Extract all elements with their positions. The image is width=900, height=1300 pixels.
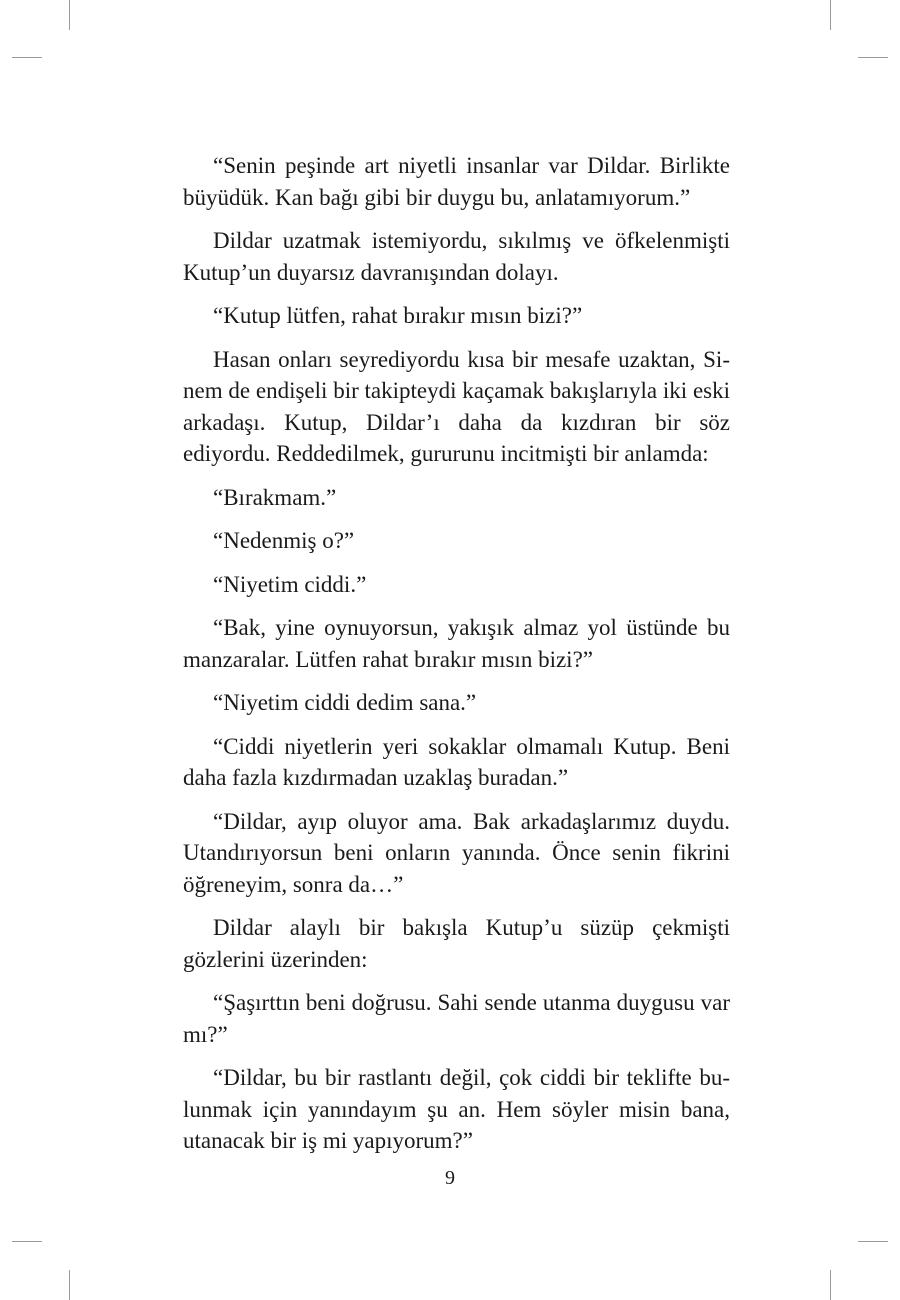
paragraph: “Şaşırttın beni doğrusu. Sahi sende utanma duygusu var mı?” <box>183 990 730 1047</box>
paragraph: Dildar uzatmak istemiyordu, sıkılmış ve öfkelenmişti Kutup’un duyarsız davranışından dolayı. <box>183 228 730 285</box>
crop-mark-top-left <box>69 0 70 30</box>
paragraph: “Bırakmam.” <box>213 484 337 510</box>
paragraph: Hasan onları seyrediyordu kısa bir mesafe uzaktan, Sinem de endişeli bir takipteydi kaçamak bakışlarıyla iki eski arkadaşı. Kutup, Dildar’ı daha da kızdıran bir söz ediyordu. Reddedilmek, gururunu incitmişti bir anlamda: <box>183 346 730 466</box>
crop-mark-right-bottom <box>858 1241 888 1242</box>
crop-mark-top-right <box>830 0 831 30</box>
crop-mark-left-bottom <box>12 1241 42 1242</box>
paragraph: “Ciddi niyetlerin yeri sokaklar olmamalı Kutup. Beni daha fazla kızdırmadan uzaklaş buradan.” <box>183 733 730 790</box>
crop-mark-left-top <box>12 57 42 58</box>
crop-mark-bottom-right <box>830 1270 831 1300</box>
crop-mark-bottom-left <box>69 1270 70 1300</box>
paragraph: “Niyetim ciddi.” <box>213 571 367 597</box>
paragraph: “Bak, yine oynuyorsun, yakışık almaz yol üstünde bu manzaralar. Lütfen rahat bırakır mısın bizi?” <box>183 615 730 672</box>
paragraph: “Nedenmiş o?” <box>213 528 355 553</box>
page-number: 9 <box>445 1167 455 1189</box>
crop-mark-right-top <box>858 57 888 58</box>
paragraph: “Dildar, bu bir rastlantı değil, çok ciddi bir teklifte bulunmak için yanındayım şu an. Hem söyler misin bana, utanacak bir iş mi yapıyorum?” <box>183 1065 730 1153</box>
paragraph: “Kutup lütfen, rahat bırakır mısın bizi?” <box>213 303 583 328</box>
body-text <box>183 150 730 1169</box>
paragraph: Dildar alaylı bir bakışla Kutup’u süzüp çekmişti gözlerini üzerinden: <box>183 915 730 972</box>
paragraph: “Dildar, ayıp oluyor ama. Bak arkadaşlarımız duydu. Utandırıyorsun beni onların yanında. Önce senin fikrini öğreneyim, sonra da…” <box>183 808 730 897</box>
paragraph: “Niyetim ciddi dedim sana.” <box>213 690 477 715</box>
paragraph: “Senin peşinde art niyetli insanlar var Dildar. Birlikte büyüdük. Kan bağı gibi bir duygu bu, anlatamıyorum.” <box>183 153 730 210</box>
